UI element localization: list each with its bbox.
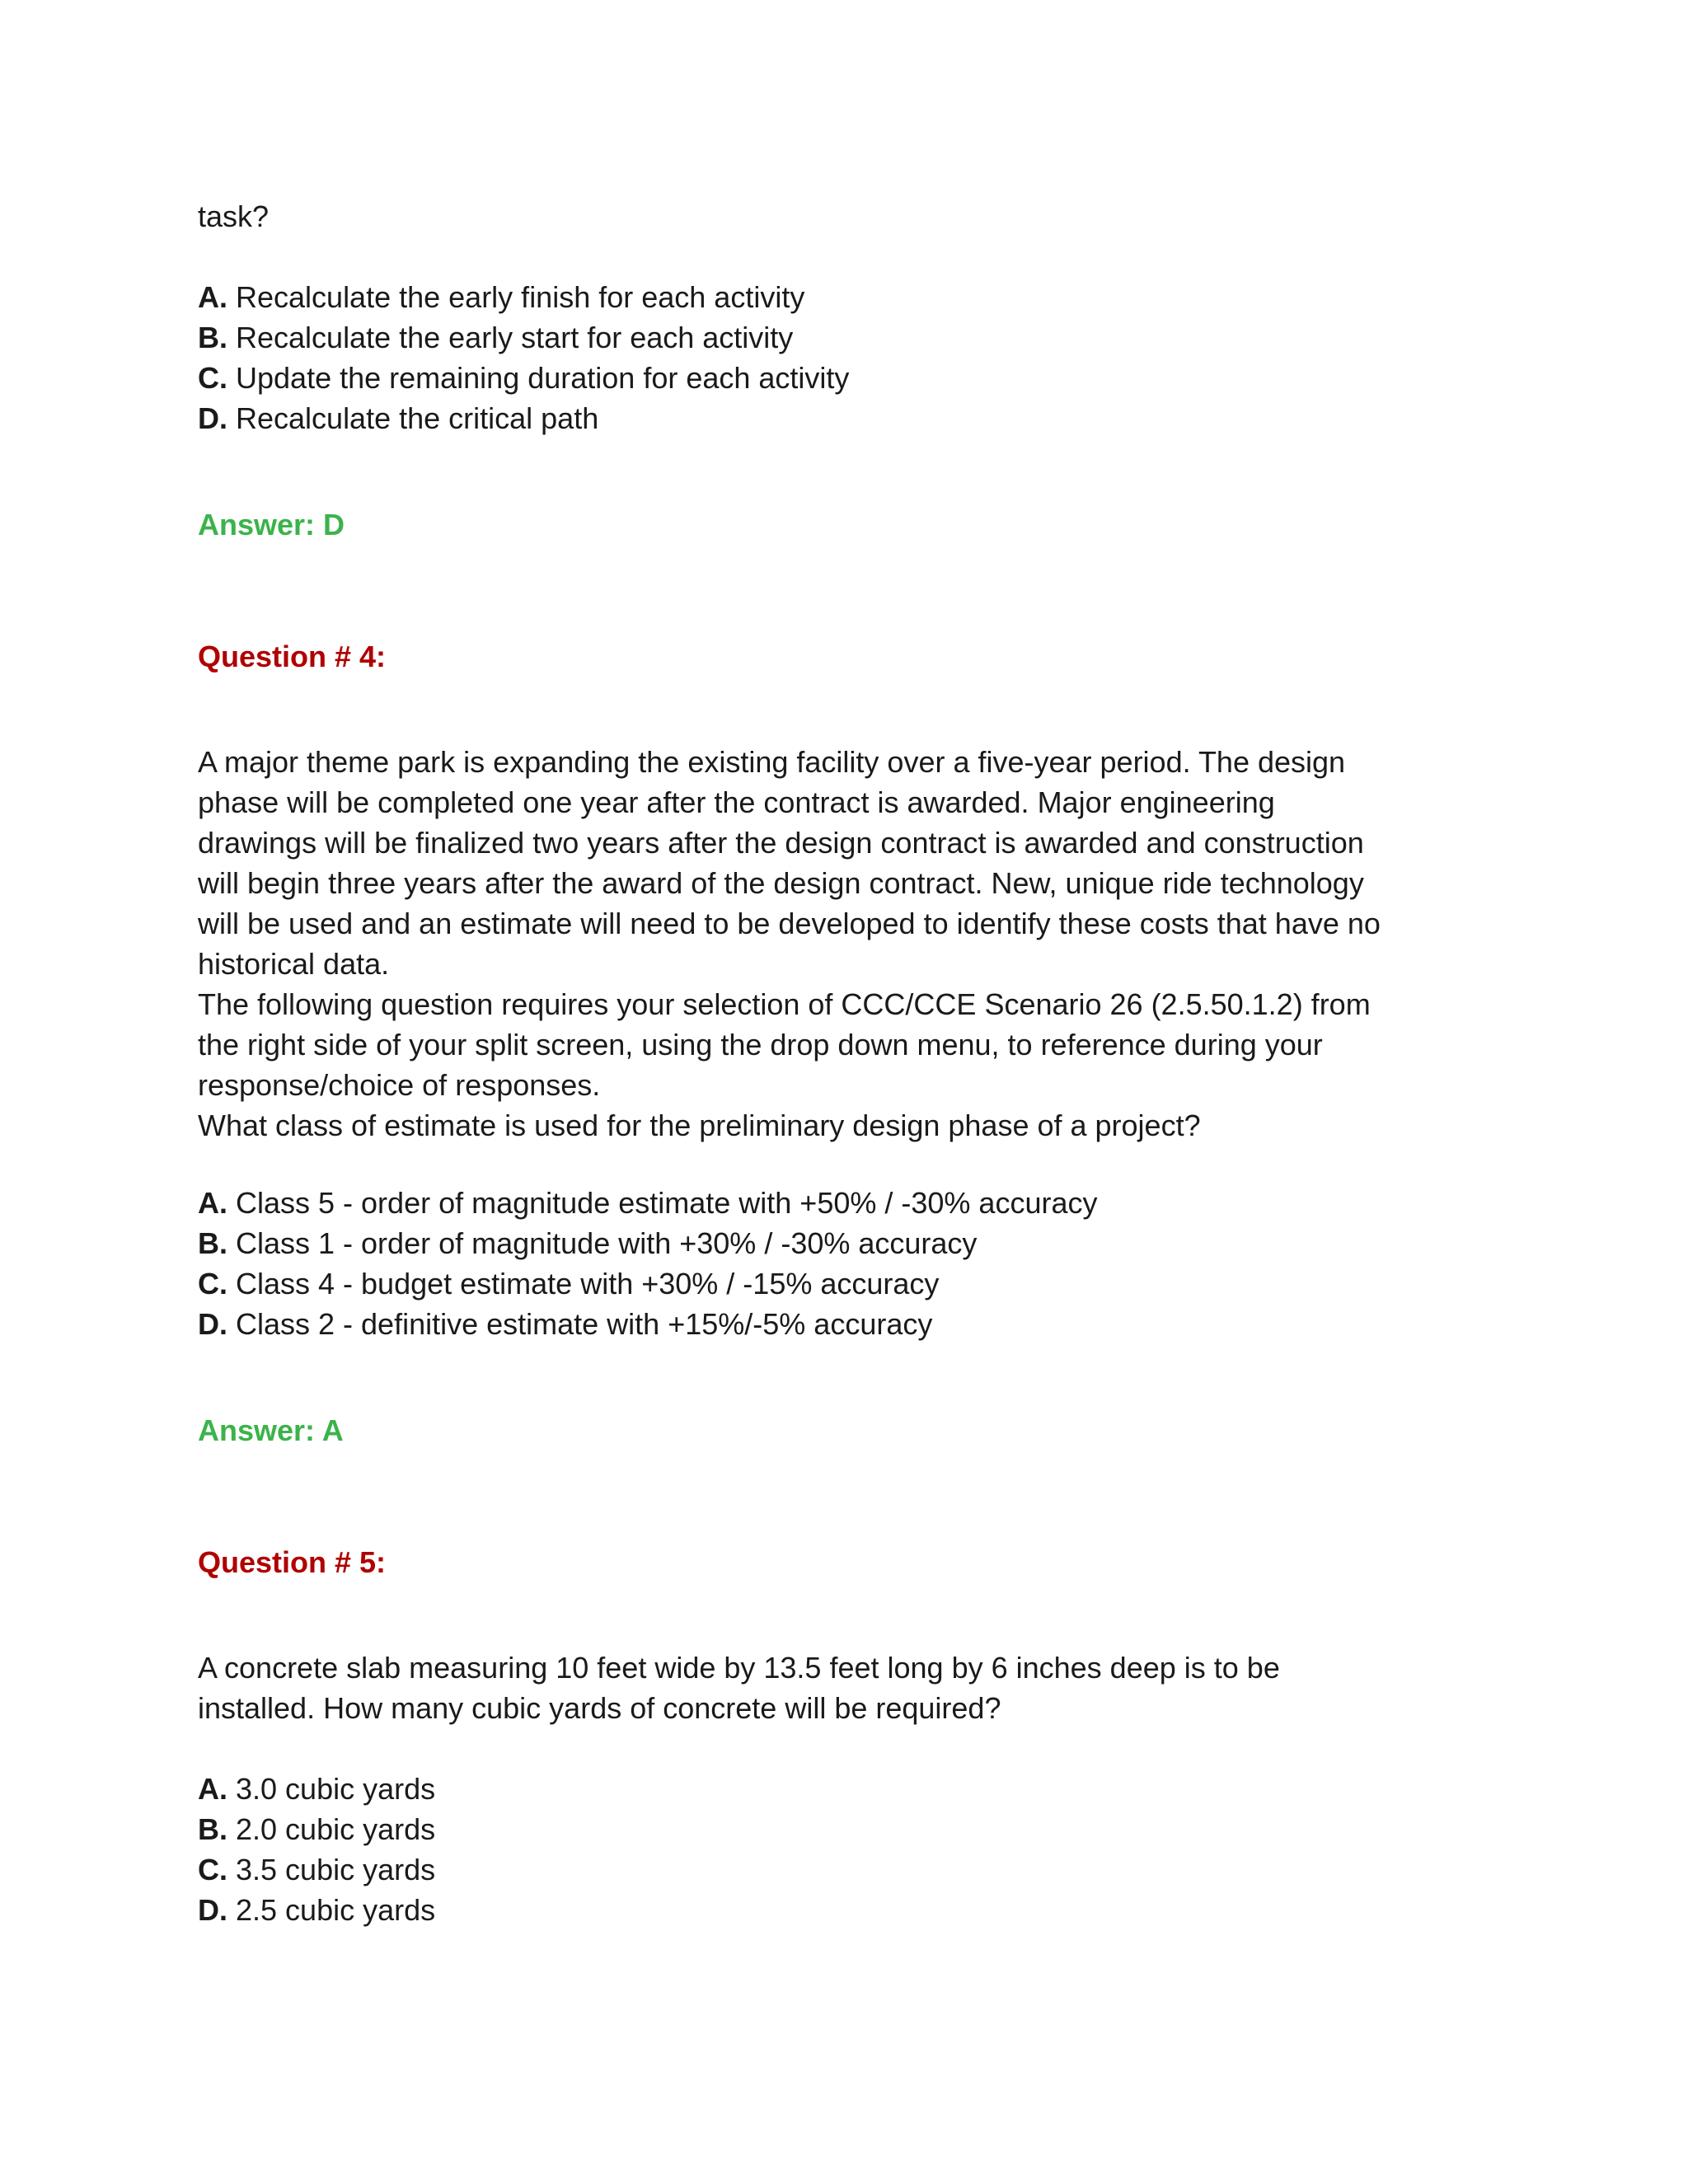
body-line: A concrete slab measuring 10 feet wide by 13.5 feet long by 6 inches deep is to be <box>198 1651 1280 1685</box>
option-letter: C. <box>198 361 227 395</box>
answer-q3: Answer: D <box>198 508 345 541</box>
option-letter: D. <box>198 401 227 435</box>
option-b <box>198 1223 977 1263</box>
option-c <box>198 1263 939 1304</box>
option-letter: C. <box>198 1267 227 1301</box>
question-5-heading: Question # 5: <box>198 1545 387 1579</box>
body-line: What class of estimate is used for the preliminary design phase of a project? <box>198 1108 1201 1142</box>
option-text: 2.0 cubic yards <box>227 1812 436 1846</box>
body-line: the right side of your split screen, using the drop down menu, to reference during your <box>198 1028 1323 1062</box>
option-text: Class 5 - order of magnitude estimate with +50% / -30% accuracy <box>227 1186 1098 1220</box>
option-d <box>198 1890 435 1930</box>
option-letter: A. <box>198 280 227 314</box>
option-d <box>198 1304 932 1344</box>
body-line: A major theme park is expanding the existing facility over a five-year period. The design <box>198 745 1346 779</box>
option-c <box>198 1849 435 1890</box>
option-letter: B. <box>198 321 227 354</box>
body-line: The following question requires your selection of CCC/CCE Scenario 26 (2.5.50.1.2) from <box>198 987 1371 1021</box>
body-line: installed. How many cubic yards of concrete will be required? <box>198 1691 1001 1725</box>
option-a <box>198 1769 435 1809</box>
body-line: will begin three years after the award of the design contract. New, unique ride technology <box>198 866 1364 900</box>
option-letter: D. <box>198 1893 227 1927</box>
option-text: 3.0 cubic yards <box>227 1772 436 1806</box>
option-text: Recalculate the critical path <box>227 401 599 435</box>
option-text: Class 1 - order of magnitude with +30% / -30% accuracy <box>227 1226 978 1260</box>
body-line: response/choice of responses. <box>198 1068 601 1102</box>
option-letter: A. <box>198 1772 227 1806</box>
option-a <box>198 1183 1097 1223</box>
option-letter: D. <box>198 1307 227 1341</box>
option-c <box>198 358 849 398</box>
option-b <box>198 317 793 358</box>
question-4-heading: Question # 4: <box>198 640 387 673</box>
option-letter: A. <box>198 1186 227 1220</box>
option-a <box>198 277 804 317</box>
option-text: Recalculate the early start for each activity <box>227 321 794 354</box>
option-text: 3.5 cubic yards <box>227 1853 436 1886</box>
body-line: historical data. <box>198 947 390 981</box>
option-text: Recalculate the early finish for each activity <box>227 280 805 314</box>
body-line: phase will be completed one year after the contract is awarded. Major engineering <box>198 785 1275 819</box>
option-d <box>198 398 598 438</box>
body-line: drawings will be finalized two years after the design contract is awarded and construction <box>198 826 1364 860</box>
question-4-body <box>198 742 1381 1146</box>
option-text: Update the remaining duration for each activity <box>227 361 850 395</box>
question-3-tail: task? <box>198 199 270 233</box>
option-letter: B. <box>198 1812 227 1846</box>
option-text: Class 2 - definitive estimate with +15%/-5% accuracy <box>227 1307 933 1341</box>
body-line: will be used and an estimate will need to be developed to identify these costs that have no <box>198 907 1381 940</box>
option-text: Class 4 - budget estimate with +30% / -15% accuracy <box>227 1267 940 1301</box>
question-5-body <box>198 1647 1280 1728</box>
option-letter: C. <box>198 1853 227 1886</box>
answer-q4: Answer: A <box>198 1413 344 1447</box>
option-text: 2.5 cubic yards <box>227 1893 436 1927</box>
option-letter: B. <box>198 1226 227 1260</box>
option-b <box>198 1809 435 1849</box>
